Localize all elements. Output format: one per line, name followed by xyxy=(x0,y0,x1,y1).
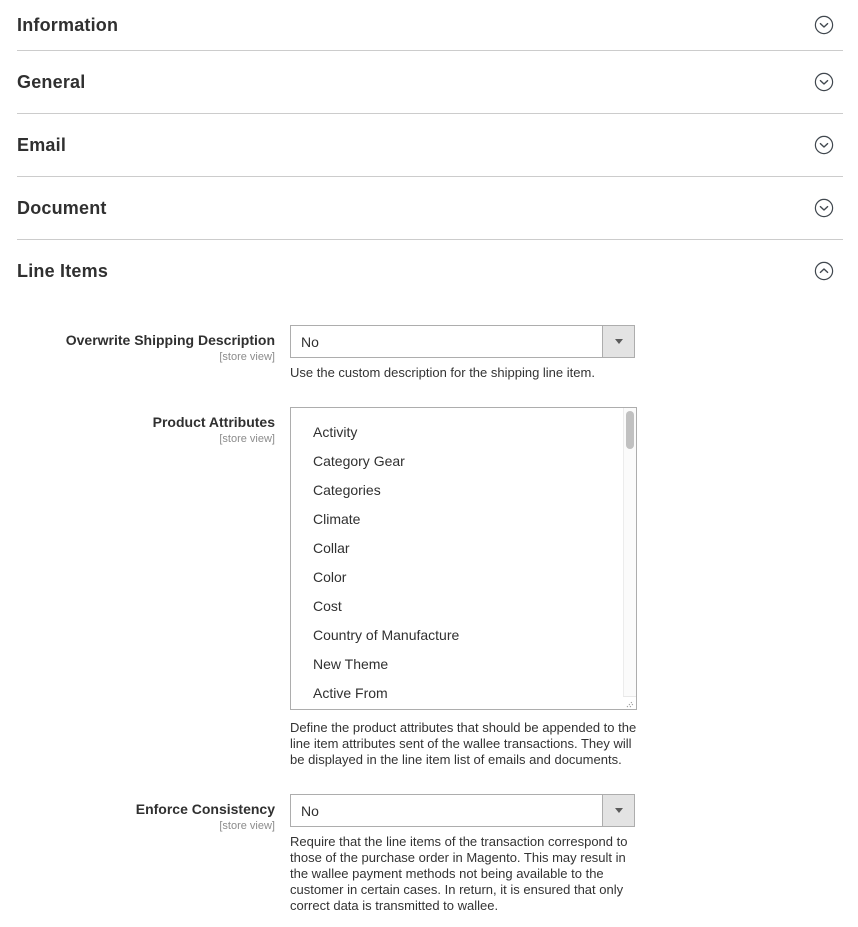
chevron-down-icon[interactable] xyxy=(814,135,834,155)
multiselect-option[interactable]: Country of Manufacture xyxy=(313,627,460,643)
chevron-down-icon[interactable] xyxy=(814,72,834,92)
field-note: Define the product attributes that should be appended to the line item attributes sent of the wallee transactions. They will be displayed in the line item list of emails and documents. xyxy=(290,720,637,767)
dropdown-arrow-icon[interactable] xyxy=(602,326,634,357)
section-header-general[interactable] xyxy=(0,51,858,113)
scrollbar-thumb[interactable] xyxy=(626,411,634,449)
dropdown-arrow-icon[interactable] xyxy=(602,795,634,826)
field-label-block xyxy=(0,794,275,832)
field-label: Product Attributes xyxy=(152,414,275,430)
section-header-information[interactable] xyxy=(0,0,858,50)
multiselect-option[interactable]: Category Gear xyxy=(313,453,405,469)
chevron-up-icon[interactable] xyxy=(814,261,834,281)
section-title: General xyxy=(17,71,86,92)
field-row-enforce-consistency xyxy=(0,794,858,914)
overwrite-shipping-description-select[interactable] xyxy=(290,325,635,358)
section-title: Line Items xyxy=(17,260,109,281)
multiselect-option[interactable]: New Theme xyxy=(313,656,389,672)
multiselect-option[interactable]: Categories xyxy=(313,482,381,498)
multiselect-option[interactable]: Color xyxy=(313,569,347,585)
arrow-down-glyph xyxy=(615,339,623,344)
section-header-document[interactable] xyxy=(0,177,858,239)
chevron-down-icon[interactable] xyxy=(814,198,834,218)
resize-grip-icon[interactable] xyxy=(623,696,636,709)
section-header-line-items[interactable] xyxy=(0,240,858,302)
section-title: Document xyxy=(17,197,107,218)
field-scope-label: [store view] xyxy=(219,351,275,363)
multiselect-option[interactable]: Collar xyxy=(313,540,350,556)
field-label-block xyxy=(0,325,275,363)
field-scope-label: [store view] xyxy=(219,433,275,445)
section-title: Information xyxy=(17,14,119,35)
field-row-overwrite-shipping-description xyxy=(0,325,858,381)
arrow-down-glyph xyxy=(615,808,623,813)
select-value: No xyxy=(301,802,319,819)
field-label: Enforce Consistency xyxy=(135,801,275,817)
field-scope-label: [store view] xyxy=(219,820,275,832)
section-title: Email xyxy=(17,134,67,155)
scrollbar-track[interactable] xyxy=(623,408,636,696)
section-header-email[interactable] xyxy=(0,114,858,176)
product-attributes-multiselect[interactable] xyxy=(290,407,637,710)
enforce-consistency-select[interactable] xyxy=(290,794,635,827)
select-value: No xyxy=(301,333,319,350)
multiselect-option[interactable]: Active From xyxy=(313,685,388,701)
multiselect-option[interactable]: Climate xyxy=(313,511,361,527)
field-note: Require that the line items of the transaction correspond to those of the purchase order in Magento. This may result in the wallee payment methods not being available to the customer in certain cases. In return, it is ensured that only correct data is transmitted to wallee. xyxy=(290,834,628,913)
line-items-section-content xyxy=(0,302,858,914)
field-note: Use the custom description for the shipping line item. xyxy=(290,365,595,380)
multiselect-option[interactable]: Cost xyxy=(313,598,342,614)
field-label-block xyxy=(0,407,275,445)
multiselect-option[interactable]: Activity xyxy=(313,424,358,440)
field-label: Overwrite Shipping Description xyxy=(65,332,275,348)
field-row-product-attributes xyxy=(0,407,858,768)
chevron-down-icon[interactable] xyxy=(814,15,834,35)
